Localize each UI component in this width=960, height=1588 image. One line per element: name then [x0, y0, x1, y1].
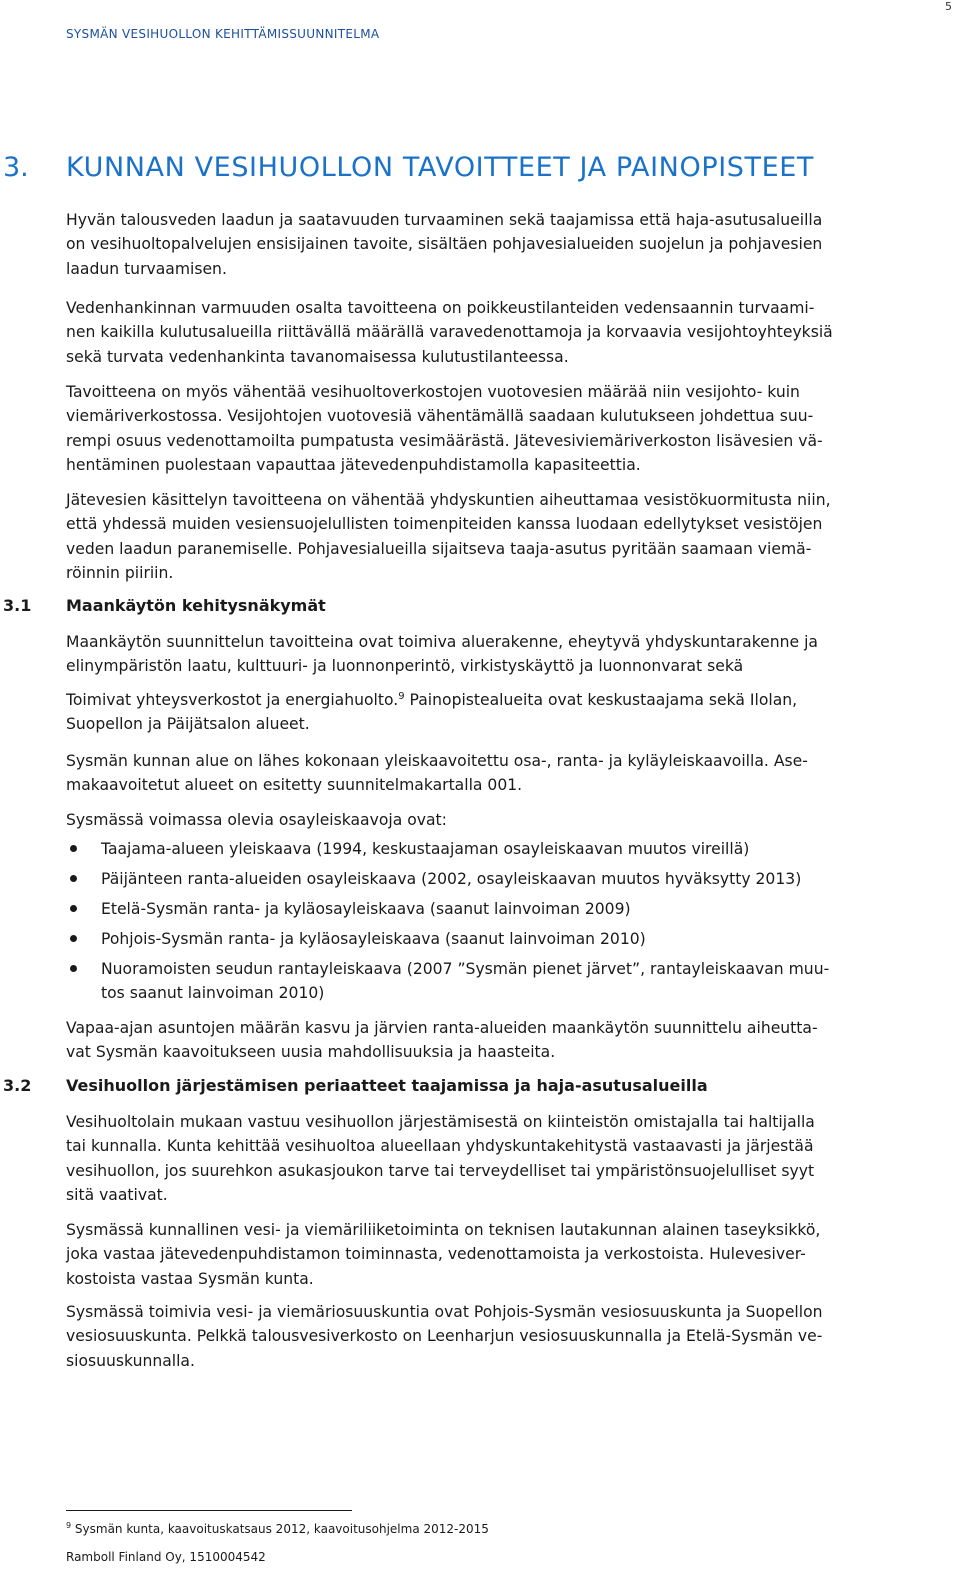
chapter-title: KUNNAN VESIHUOLLON TAVOITTEET JA PAINOPISTEET: [66, 152, 815, 183]
footnote-divider: [66, 1510, 352, 1511]
intro-paragraph-1: Hyvän talousveden laadun ja saatavuuden turvaaminen sekä taajamissa että haja-asutusalueilla on vesihuoltopalvelujen ensisijainen tavoite, sisältäen pohjavesialueiden suojelun ja pohjavesien laadun turvaamisen.: [66, 211, 823, 278]
list-item-text: Pohjois-Sysmän ranta- ja kyläosayleiskaava (saanut lainvoiman 2010): [101, 930, 646, 948]
page-footer: Ramboll Finland Oy, 1510004542: [66, 1550, 266, 1564]
footnote-reference: 9: [398, 690, 405, 702]
bullet-icon: [70, 965, 77, 972]
list-item-text: Taajama-alueen yleiskaava (1994, keskustaajaman osayleiskaavan muutos vireillä): [101, 840, 750, 858]
list-item-text: Nuoramoisten seudun rantayleiskaava (2007 ”Sysmän pienet järvet”, rantayleiskaavan muu- tos saanut lainvoiman 2010): [101, 960, 830, 1003]
intro-paragraph-2: Vedenhankinnan varmuuden osalta tavoitteena on poikkeustilanteiden vedensaannin turvaami- nen kaikilla kulutusalueilla riittävällä määrällä varavedenottamoja ja korvaavia vesijohtoyhteyksiä sekä turvata vedenhankinta tavanomaisessa kulutustilanteessa.: [66, 299, 833, 366]
section-3-1-paragraph-2: Toimivat yhteysverkostot ja energiahuolto.$^9$ Painopistealueita ovat keskustaajama sekä Ilolan, Suopellon ja Päijätsalon alueet.: [66, 690, 798, 734]
section-3-2-paragraph-2: Sysmässä kunnallinen vesi- ja viemäriliiketoiminta on teknisen lautakunnan alainen taseyksikkö, joka vastaa jätevedenpuhdistamon toiminnasta, vedenottamoista ja verkostoista. Hulevesiver- kostoista vastaa Sysmän kunta.: [66, 1221, 821, 1288]
section-3-2-paragraph-1: Vesihuoltolain mukaan vastuu vesihuollon järjestämisestä on kiinteistön omistajalla tai haltijalla tai kunnalla. Kunta kehittää vesihuoltoa alueellaan yhdyskuntakehitystä vastaavasti ja järjestää vesihuollon, jos suurehkon asukasjoukon tarve tai terveydelliset tai ympäristönsuojelulliset syyt sitä vaativat.: [66, 1113, 815, 1205]
bullet-icon: [70, 935, 77, 942]
section-3-2-paragraph-3: Sysmässä toimivia vesi- ja viemäriosuuskuntia ovat Pohjois-Sysmän vesiosuuskunta ja Suopellon vesiosuuskunta. Pelkkä talousvesiverkosto on Leenharjun vesiosuuskunnalla ja Etelä-Sysmän ve- siosuuskunnalla.: [66, 1303, 823, 1370]
section-3-1-paragraph-4: Sysmässä voimassa olevia osayleiskaavoja ovat:: [66, 811, 447, 829]
list-item-text: Päijänteen ranta-alueiden osayleiskaava (2002, osayleiskaavan muutos hyväksytty 2013): [101, 870, 802, 888]
section-3-1-number: 3.1: [3, 596, 32, 615]
chapter-number: 3.: [3, 152, 29, 183]
section-3-1-paragraph-5: Vapaa-ajan asuntojen määrän kasvu ja järvien ranta-alueiden maankäytön suunnittelu aiheutta- vat Sysmän kaavoitukseen uusia mahdollisuuksia ja haasteita.: [66, 1019, 818, 1062]
section-3-1-title: Maankäytön kehitysnäkymät: [66, 596, 326, 615]
bullet-icon: [70, 905, 77, 912]
section-3-1-paragraph-1: Maankäytön suunnittelun tavoitteina ovat toimiva aluerakenne, eheytyvä yhdyskuntarakenne ja elinympäristön laatu, kulttuuri- ja luonnonperintö, virkistyskäyttö ja luonnonvarat sekä: [66, 633, 818, 676]
footnote-number: 9: [66, 1521, 72, 1530]
intro-paragraph-4: Jätevesien käsittelyn tavoitteena on vähentää yhdyskuntien aiheuttamaa vesistökuormitusta niin, että yhdessä muiden vesiensuojelullisten toimenpiteiden kanssa luodaan edellytykset vesistöjen veden laadun paranemiselle. Pohjavesialueilla sijaitseva taaja-asutus pyritään saamaan viemä- röinnin piiriin.: [66, 491, 831, 583]
footnote-text: Sysmän kunta, kaavoituskatsaus 2012, kaavoitusohjelma 2012-2015: [71, 1522, 489, 1536]
section-3-1-paragraph-3: Sysmän kunnan alue on lähes kokonaan yleiskaavoitettu osa-, ranta- ja kyläyleiskaavoilla. Ase- makaavoitetut alueet on esitetty suunnitelmakartalla 001.: [66, 752, 808, 795]
footnote: [66, 1522, 489, 1536]
intro-paragraph-3: Tavoitteena on myös vähentää vesihuoltoverkostojen vuotovesien määrää niin vesijohto- kuin viemäriverkostossa. Vesijohtojen vuotovesiä vähentämällä saadaan kulutukseen johdettua suu- rempi osuus vedenottamoilta pumpatusta vesimäärästä. Jätevesiviemäriverkoston lisävesien vä- hentäminen puolestaan vapauttaa jätevedenpuhdistamolla kapasiteettia.: [66, 383, 823, 475]
running-header: SYSMÄN VESIHUOLLON KEHITTÄMISSUUNNITELMA: [66, 27, 380, 41]
bullet-icon: [70, 875, 77, 882]
bullet-icon: [70, 845, 77, 852]
section-3-2-title: Vesihuollon järjestämisen periaatteet taajamissa ja haja-asutusalueilla: [66, 1076, 708, 1095]
list-item-text: Etelä-Sysmän ranta- ja kyläosayleiskaava (saanut lainvoiman 2009): [101, 900, 631, 918]
page-number: 5: [945, 0, 952, 13]
section-3-2-number: 3.2: [3, 1076, 32, 1095]
